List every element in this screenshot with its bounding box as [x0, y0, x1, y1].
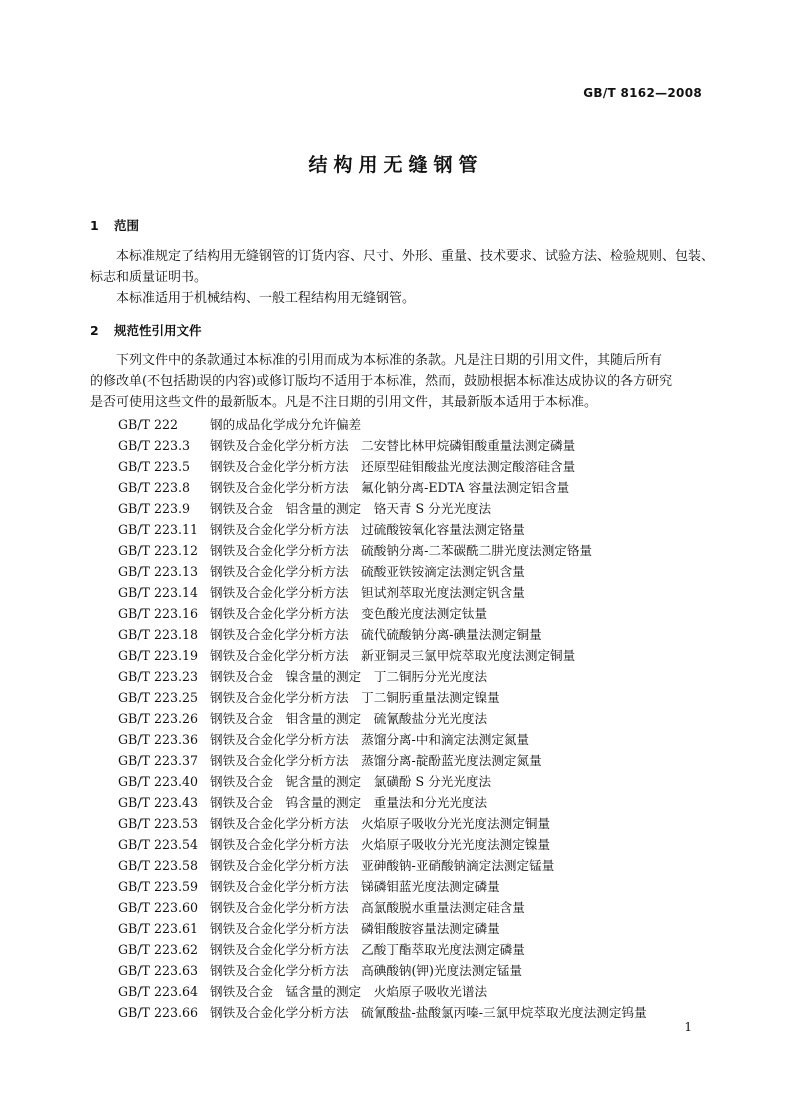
reference-row — [118, 687, 647, 708]
reference-title: 钢铁及合金化学分析方法 火焰原子吸收分光光度法测定铜量 — [210, 816, 551, 831]
paragraph-line: 的修改单(不包括勘误的内容)或修订版均不适用于本标准，然而，鼓励根据本标准达成协议的各方研究 — [90, 374, 673, 389]
section-1-paragraph-1 — [90, 246, 715, 288]
reference-row — [118, 897, 647, 918]
paragraph-line: 是否可使用这些文件的最新版本。凡是不注日期的引用文件，其最新版本适用于本标准。 — [90, 395, 598, 410]
reference-row — [118, 603, 647, 624]
reference-row — [118, 981, 647, 1002]
reference-title: 钢铁及合金化学分析方法 磷钼酸胺容量法测定磷量 — [210, 921, 500, 936]
reference-code: GB/T 223.36 — [118, 732, 199, 747]
reference-code: GB/T 223.13 — [118, 564, 199, 579]
reference-row — [118, 561, 647, 582]
reference-title: 钢铁及合金化学分析方法 硫酸亚铁铵滴定法测定钒含量 — [210, 564, 525, 579]
reference-title: 钢铁及合金 钼含量的测定 硫氰酸盐分光光度法 — [210, 711, 488, 726]
reference-row — [118, 813, 647, 834]
reference-title: 钢铁及合金化学分析方法 高碘酸钠(钾)光度法测定锰量 — [210, 963, 523, 978]
reference-title: 钢铁及合金化学分析方法 亚砷酸钠-亚硝酸钠滴定法测定锰量 — [210, 858, 555, 873]
reference-code: GB/T 223.26 — [118, 711, 199, 726]
reference-row — [118, 918, 647, 939]
reference-row — [118, 960, 647, 981]
reference-title: 钢铁及合金 锰含量的测定 火焰原子吸收光谱法 — [210, 984, 488, 999]
reference-title: 钢铁及合金化学分析方法 硫代硫酸钠分离-碘量法测定铜量 — [210, 627, 542, 642]
reference-row — [118, 876, 647, 897]
reference-code: GB/T 223.5 — [118, 459, 191, 474]
paragraph-line: 下列文件中的条款通过本标准的引用而成为本标准的条款。凡是注日期的引用文件，其随后所有 — [116, 353, 663, 368]
reference-title: 钢铁及合金化学分析方法 二安替比林甲烷磷钼酸重量法测定磷量 — [210, 438, 576, 453]
reference-code: GB/T 223.16 — [118, 606, 199, 621]
reference-title: 钢铁及合金 铝含量的测定 铬天青 S 分光光度法 — [210, 501, 492, 516]
reference-title: 钢的成品化学成分允许偏差 — [210, 417, 362, 432]
section-2-heading — [90, 321, 202, 339]
reference-title: 钢铁及合金化学分析方法 火焰原子吸收分光光度法测定镍量 — [210, 837, 551, 852]
reference-title: 钢铁及合金化学分析方法 乙酸丁酯萃取光度法测定磷量 — [210, 942, 525, 957]
reference-title: 钢铁及合金化学分析方法 锑磷钼蓝光度法测定磷量 — [210, 879, 500, 894]
reference-row — [118, 414, 647, 435]
reference-code: GB/T 223.12 — [118, 543, 199, 558]
section-number: 1 — [90, 218, 99, 233]
reference-code: GB/T 222 — [118, 417, 178, 432]
reference-code: GB/T 223.63 — [118, 963, 199, 978]
reference-title: 钢铁及合金化学分析方法 蒸馏分离-中和滴定法测定氮量 — [210, 732, 530, 747]
reference-code: GB/T 223.53 — [118, 816, 199, 831]
reference-title: 钢铁及合金化学分析方法 过硫酸铵氧化容量法测定铬量 — [210, 522, 525, 537]
reference-row — [118, 435, 647, 456]
reference-row — [118, 939, 647, 960]
section-title: 范围 — [114, 218, 140, 233]
reference-row — [118, 708, 647, 729]
paragraph-line: 标志和质量证明书。 — [90, 270, 208, 285]
reference-code: GB/T 223.3 — [118, 438, 191, 453]
reference-row — [118, 771, 647, 792]
reference-code: GB/T 223.19 — [118, 648, 199, 663]
section-title: 规范性引用文件 — [114, 323, 202, 338]
reference-title: 钢铁及合金化学分析方法 蒸馏分离-靛酚蓝光度法测定氮量 — [210, 753, 542, 768]
reference-row — [118, 729, 647, 750]
reference-code: GB/T 223.58 — [118, 858, 199, 873]
reference-row — [118, 666, 647, 687]
reference-code: GB/T 223.37 — [118, 753, 199, 768]
reference-code: GB/T 223.23 — [118, 669, 199, 684]
reference-code: GB/T 223.60 — [118, 900, 199, 915]
section-number: 2 — [90, 323, 99, 338]
reference-code: GB/T 223.61 — [118, 921, 199, 936]
reference-row — [118, 519, 647, 540]
page-number: 1 — [684, 1020, 692, 1034]
reference-title: 钢铁及合金化学分析方法 还原型硅钼酸盐光度法测定酸溶硅含量 — [210, 459, 576, 474]
reference-code: GB/T 223.40 — [118, 774, 199, 789]
section-1-heading — [90, 216, 139, 234]
reference-row — [118, 540, 647, 561]
reference-title: 钢铁及合金化学分析方法 钽试剂萃取光度法测定钒含量 — [210, 585, 525, 600]
reference-row — [118, 624, 647, 645]
reference-title: 钢铁及合金化学分析方法 丁二铜肟重量法测定镍量 — [210, 690, 500, 705]
reference-row — [118, 645, 647, 666]
reference-code: GB/T 223.59 — [118, 879, 199, 894]
reference-code: GB/T 223.18 — [118, 627, 199, 642]
reference-row — [118, 750, 647, 771]
reference-code: GB/T 223.66 — [118, 1005, 199, 1020]
reference-code: GB/T 223.8 — [118, 480, 191, 495]
reference-title: 钢铁及合金化学分析方法 氟化钠分离-EDTA 容量法测定铝含量 — [210, 480, 570, 495]
reference-row — [118, 498, 647, 519]
reference-code: GB/T 223.54 — [118, 837, 199, 852]
document-title: 结构用无缝钢管 — [308, 154, 484, 176]
reference-code: GB/T 223.62 — [118, 942, 199, 957]
paragraph-line: 本标准规定了结构用无缝钢管的订货内容、尺寸、外形、重量、技术要求、试验方法、检验规则、包装、 — [116, 249, 715, 264]
reference-title: 钢铁及合金化学分析方法 新亚铜灵三氯甲烷萃取光度法测定铜量 — [210, 648, 576, 663]
reference-row — [118, 855, 647, 876]
standard-code: GB/T 8162—2008 — [583, 86, 702, 100]
reference-row — [118, 792, 647, 813]
reference-title: 钢铁及合金 镍含量的测定 丁二铜肟分光光度法 — [210, 669, 488, 684]
reference-code: GB/T 223.11 — [118, 522, 199, 537]
reference-code: GB/T 223.25 — [118, 690, 199, 705]
section-2-paragraph-1 — [90, 350, 704, 413]
reference-title: 钢铁及合金化学分析方法 高氯酸脱水重量法测定硅含量 — [210, 900, 525, 915]
reference-title: 钢铁及合金化学分析方法 硫氰酸盐-盐酸氯丙嗪-三氯甲烷萃取光度法测定钨量 — [210, 1005, 647, 1020]
reference-code: GB/T 223.14 — [118, 585, 199, 600]
reference-code: GB/T 223.43 — [118, 795, 199, 810]
reference-title: 钢铁及合金化学分析方法 变色酸光度法测定钛量 — [210, 606, 488, 621]
reference-row — [118, 477, 647, 498]
reference-row — [118, 1002, 647, 1023]
section-1-paragraph-2 — [90, 288, 704, 309]
paragraph-line: 本标准适用于机械结构、一般工程结构用无缝钢管。 — [116, 291, 416, 306]
reference-title: 钢铁及合金化学分析方法 硫酸钠分离-二苯碳酰二肼光度法测定铬量 — [210, 543, 593, 558]
reference-row — [118, 834, 647, 855]
reference-row — [118, 582, 647, 603]
normative-reference-list — [118, 414, 647, 1023]
reference-row — [118, 456, 647, 477]
reference-code: GB/T 223.9 — [118, 501, 191, 516]
reference-code: GB/T 223.64 — [118, 984, 199, 999]
reference-title: 钢铁及合金 铌含量的测定 氯磺酚 S 分光光度法 — [210, 774, 492, 789]
reference-title: 钢铁及合金 钨含量的测定 重量法和分光光度法 — [210, 795, 488, 810]
